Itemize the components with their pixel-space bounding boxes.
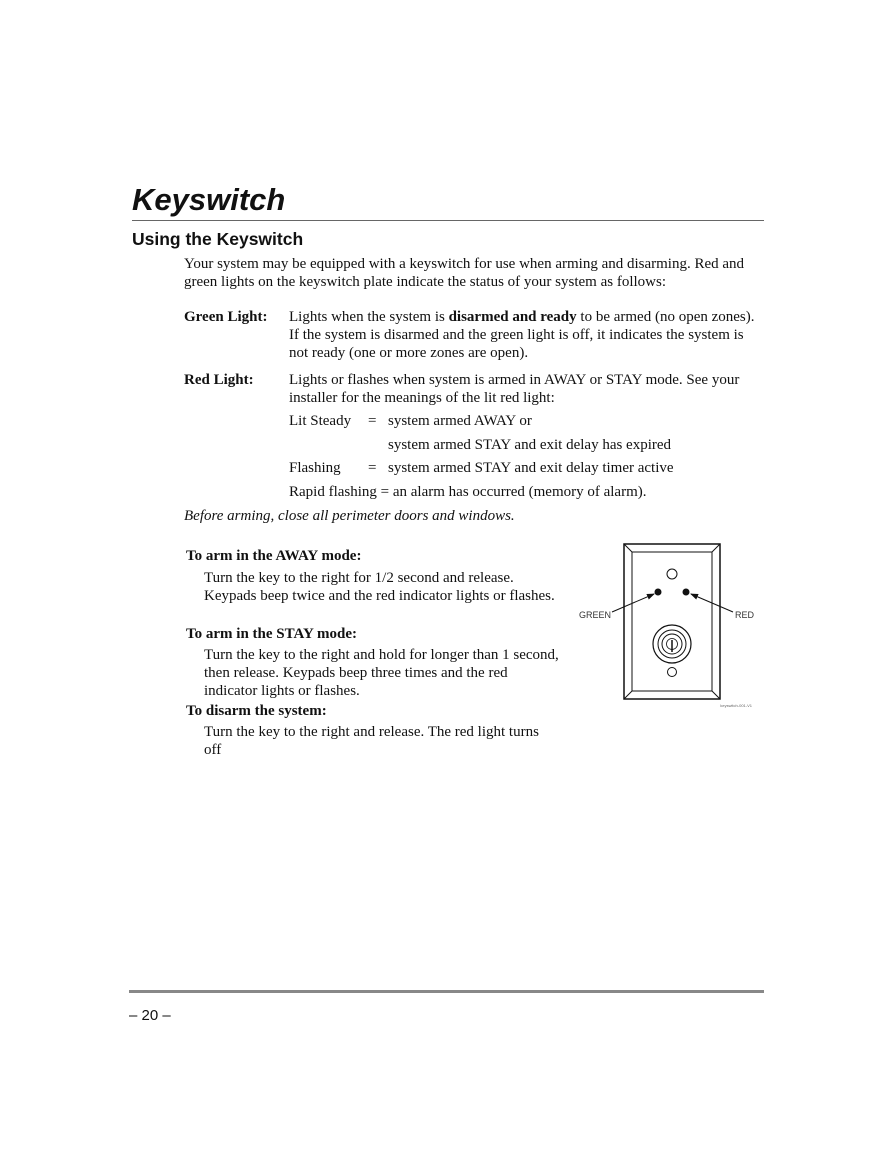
lit-steady-equals: = bbox=[368, 413, 377, 429]
lit-steady-value-2: system armed STAY and exit delay has expired bbox=[388, 437, 672, 453]
page-title: Keyswitch bbox=[132, 182, 286, 217]
arming-note: Before arming, close all perimeter doors and windows. bbox=[184, 508, 515, 524]
figure-code: keyswitch-001-V1 bbox=[720, 703, 752, 708]
green-light-term: Green Light: bbox=[184, 309, 268, 325]
green-light-text-bold: disarmed and ready bbox=[448, 309, 577, 325]
title-divider bbox=[132, 220, 764, 221]
red-label: RED bbox=[735, 610, 755, 620]
green-label: GREEN bbox=[579, 610, 612, 620]
stay-mode-heading: To arm in the STAY mode: bbox=[186, 626, 357, 642]
keyswitch-plate-diagram bbox=[576, 540, 766, 715]
bottom-screw-icon bbox=[668, 668, 677, 677]
top-screw-icon bbox=[667, 569, 677, 579]
away-mode-heading: To arm in the AWAY mode: bbox=[186, 548, 362, 564]
red-light-term: Red Light: bbox=[184, 372, 254, 388]
disarm-heading: To disarm the system: bbox=[186, 703, 327, 719]
intro-paragraph: Your system may be equipped with a keyswitch for use when arming and disarming. Red and green lights on the keyswitch plate indicate the status of your system as follows: bbox=[184, 256, 745, 290]
footer-divider bbox=[129, 990, 764, 993]
green-light-text-before: Lights when the system is bbox=[289, 309, 449, 325]
flashing-value: system armed STAY and exit delay timer active bbox=[388, 460, 674, 476]
green-light-definition bbox=[289, 308, 759, 362]
green-light-text-after: to be armed (no open zones). If the system is disarmed and the green light is off, it indicates the system is not ready (one or more zones are open). bbox=[289, 309, 755, 361]
section-heading: Using the Keyswitch bbox=[132, 229, 304, 249]
rapid-flashing-text: Rapid flashing = an alarm has occurred (memory of alarm). bbox=[289, 484, 647, 500]
green-indicator-light bbox=[655, 589, 662, 596]
stay-mode-text: Turn the key to the right and hold for longer than 1 second, then release. Keypads beep three times and the red indicator lights or flashes. bbox=[204, 647, 559, 699]
lit-steady-label: Lit Steady bbox=[289, 413, 352, 429]
red-indicator-light bbox=[683, 589, 690, 596]
lit-steady-value-1: system armed AWAY or bbox=[388, 413, 532, 429]
red-light-definition: Lights or flashes when system is armed in AWAY or STAY mode. See your installer for the meanings of the lit red light: bbox=[289, 372, 740, 406]
disarm-text: Turn the key to the right and release. The red light turns off bbox=[204, 724, 539, 758]
key-cylinder-icon bbox=[653, 625, 691, 663]
flashing-equals: = bbox=[368, 460, 377, 476]
flashing-label: Flashing bbox=[289, 460, 341, 476]
page-number: – 20 – bbox=[129, 1007, 171, 1024]
away-mode-text: Turn the key to the right for 1/2 second and release. Keypads beep twice and the red indicator lights or flashes. bbox=[204, 570, 555, 604]
